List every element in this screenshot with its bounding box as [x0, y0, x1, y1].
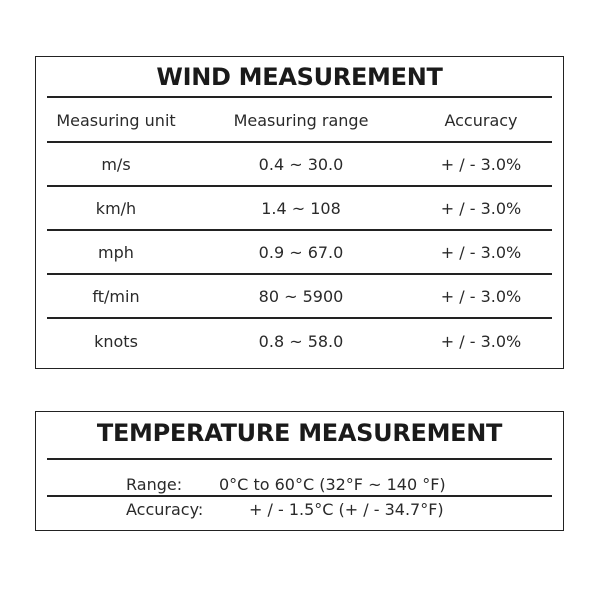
row-range: 1.4 ~ 108: [261, 199, 341, 218]
header-measuring-unit: Measuring unit: [56, 111, 176, 130]
wind-title-divider: [47, 96, 552, 98]
row-accuracy: + / - 3.0%: [440, 199, 522, 218]
wind-measurement-panel: [35, 56, 564, 369]
row-range: 0.9 ~ 67.0: [258, 243, 344, 262]
row-unit: km/h: [95, 199, 137, 218]
accuracy-label: Accuracy:: [126, 500, 204, 519]
row-range: 80 ~ 5900: [258, 287, 344, 306]
row-range: 0.4 ~ 30.0: [258, 155, 344, 174]
range-label: Range:: [126, 475, 183, 494]
row-accuracy: + / - 3.0%: [440, 287, 522, 306]
temperature-title-divider: [47, 458, 552, 460]
accuracy-value: + / - 1.5°C (+ / - 34.7°F): [249, 500, 444, 519]
wind-title: WIND MEASUREMENT: [156, 63, 443, 91]
row-divider: [47, 229, 552, 231]
row-unit: mph: [98, 243, 134, 262]
temperature-row-divider: [47, 495, 552, 497]
row-divider: [47, 185, 552, 187]
row-range: 0.8 ~ 58.0: [258, 332, 344, 351]
header-accuracy: Accuracy: [444, 111, 518, 130]
row-accuracy: + / - 3.0%: [440, 243, 522, 262]
row-accuracy: + / - 3.0%: [440, 332, 522, 351]
temperature-measurement-panel: [35, 411, 564, 531]
temperature-title: TEMPERATURE MEASUREMENT: [96, 419, 503, 447]
range-value: 0°C to 60°C (32°F ~ 140 °F): [219, 475, 446, 494]
row-accuracy: + / - 3.0%: [440, 155, 522, 174]
header-measuring-range: Measuring range: [233, 111, 369, 130]
row-unit: m/s: [101, 155, 131, 174]
row-divider: [47, 273, 552, 275]
row-unit: ft/min: [92, 287, 140, 306]
row-divider: [47, 317, 552, 319]
header-divider: [47, 141, 552, 143]
row-unit: knots: [94, 332, 138, 351]
